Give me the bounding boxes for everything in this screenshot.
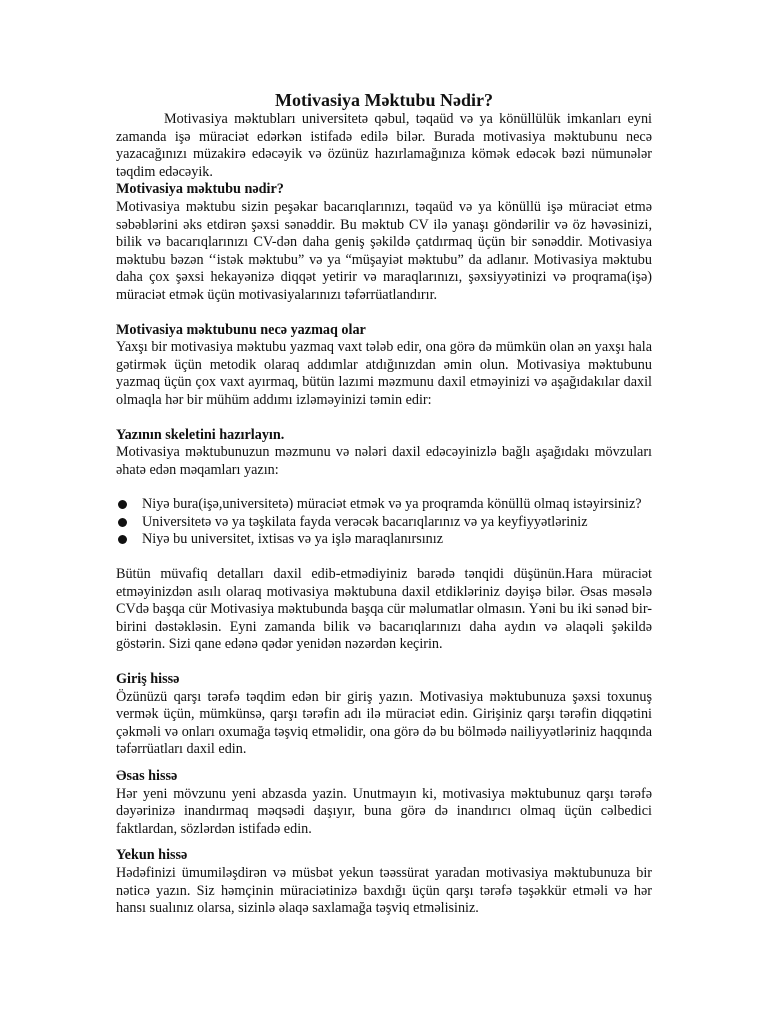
section-text-how-to-write: Yaxşı bir motivasiya məktubu yazmaq vaxt tələb edir, ona görə də mümkün olan ən yaxşı hala gətirmək üçün metodik olaraq addımlar atdığınızdan əmin olun. Motivasiya məktubunu yazmaq üçün çox vaxt ayırmaq, bütün lazımi məzmunu daxil etməyinizi və aşağıdakılar daxil olmaqla hər bir mühüm addımı izləməyinizi təmin edir: bbox=[116, 339, 652, 408]
spacer bbox=[116, 549, 652, 566]
spacer bbox=[116, 410, 652, 427]
bullet-icon bbox=[118, 535, 127, 544]
bullet-list bbox=[116, 496, 652, 549]
spacer bbox=[116, 759, 652, 768]
spacer bbox=[116, 305, 652, 322]
page-title: Motivasiya Məktubu Nədir? bbox=[275, 90, 493, 110]
section-text-introduction: Özünüzü qarşı tərəfə təqdim edən bir giriş yazın. Motivasiya məktubunuza şəxsi toxunuş vermək üçün, mümkünsə, qarşı tərəfin adı ilə müraciət edin. Girişiniz qarşı tərəfin diqqətini çəkməli və onları oxumağa təşviq etməlidir, ona görə də bu bölmədə nailiyyətləriniz haqqında təfərrüatları daxil edin. bbox=[116, 688, 652, 758]
spacer bbox=[116, 479, 652, 496]
list-item bbox=[116, 531, 652, 549]
list-item-text: Niyə bu universitet, ixtisas və ya işlə maraqlanırsınız bbox=[142, 531, 444, 548]
list-item-text: Niyə bura(işə,universitetə) müraciət etmək və ya proqramda könüllü olmaq istəyirsiniz? bbox=[142, 496, 642, 513]
list-item bbox=[116, 514, 652, 532]
section-heading-how-to-write: Motivasiya məktubunu necə yazmaq olar bbox=[116, 321, 366, 338]
section-heading-outline: Yazının skeletini hazırlayın. bbox=[116, 426, 285, 443]
section-heading-what-is: Motivasiya məktubu nədir? bbox=[116, 181, 284, 198]
section-heading-main-part: Əsas hissə bbox=[116, 768, 178, 784]
section-text-conclusion: Hədəfinizi ümumiləşdirən və müsbət yekun təəssürat yaradan motivasiya məktubunuza bir nəticə yazın. Siz həmçinin müraciətinizə baxdığı üçün qarşı tərəfə təşəkkür etməli və hər hansı sualınız olarsa, sizinlə əlaqə saxlamağa təşviq etməlisiniz. bbox=[116, 864, 652, 917]
spacer bbox=[116, 654, 652, 671]
section-text-outline: Motivasiya məktubunuzun məzmunu və nələri daxil edəcəyinizlə bağlı aşağıdakı mövzuları əhatə edən məqamları yazın: bbox=[116, 444, 652, 478]
spacer bbox=[116, 838, 652, 847]
list-item-text: Universitetə və ya təşkilata fayda verəcək bacarıqlarınız və ya keyfiyyətləriniz bbox=[142, 513, 588, 530]
bullet-icon bbox=[118, 500, 127, 509]
document-page bbox=[116, 89, 652, 918]
section-text-what-is: Motivasiya məktubu sizin peşəkar bacarıqlarınızı, təqaüd və ya könüllü işə müraciət etmə səbəblərini əks etdirən şəxsi sənəddir. Bu məktub CV ilə yanaşı göndərilir və öz həvəsinizi, bilik və bacarıqlarınızı CV-dən daha geniş şəkildə çatdırmaq üçün bir sənəddir. Motivasiya məktubu bəzən ‘‘istək məktubu” və ya “müşayiət məktubu” da adlanır. Motivasiya məktubu daha çox şəxsi hekayənizə diqqət yetirir və maraqlarınızı, şəxsiyyətinizi və proqrama(işə) müraciət etmək üçün motivasiyalarınızı təfərrüatlandırır. bbox=[116, 198, 652, 303]
bullet-icon bbox=[118, 518, 127, 527]
list-item bbox=[116, 496, 652, 514]
intro-paragraph: Motivasiya məktubları universitetə qəbul, təqaüd və ya könüllülük imkanları eyni zamanda işə müraciət edərkən istifadə edilə bilər. Burada motivasiya məktubunu necə yazacağınızı müzakirə edəcəyik və özünüz hazırlamağınıza kömək edəcək bəzi nümunələr təqdim edəcəyik. bbox=[116, 111, 652, 180]
section-heading-introduction: Giriş hissə bbox=[116, 671, 180, 688]
section-heading-conclusion: Yekun hissə bbox=[116, 847, 188, 864]
section-text-review: Bütün müvafiq detalları daxil edib-etmədiyiniz barədə tənqidi düşünün.Hara müraciət etməyinizdən asılı olaraq motivasiya məktubuna daxil etdikləriniz dəyişə bilər. Əsas məsələ CVdə başqa cür Motivasiya məktubunda başqa cür məlumatlar olmasın. Yəni bu iki sənəd bir-birini dəstəkləsin. Eyni zamanda bilik və bacarıqlarınızı daha aydın və əlaqəli şəkildə göstərin. Sizi qane edənə qədər yenidən nəzərdən keçirin. bbox=[116, 566, 652, 653]
section-text-main-part: Hər yeni mövzunu yeni abzasda yazin. Unutmayın ki, motivasiya məktubunuz qarşı tərəfə dəyərinizə inandırmaq məqsədi daşıyır, buna görə də inandırıcı olmaq üçün cəlbedici faktlardan, sözlərdən istifadə edin. bbox=[116, 785, 652, 837]
